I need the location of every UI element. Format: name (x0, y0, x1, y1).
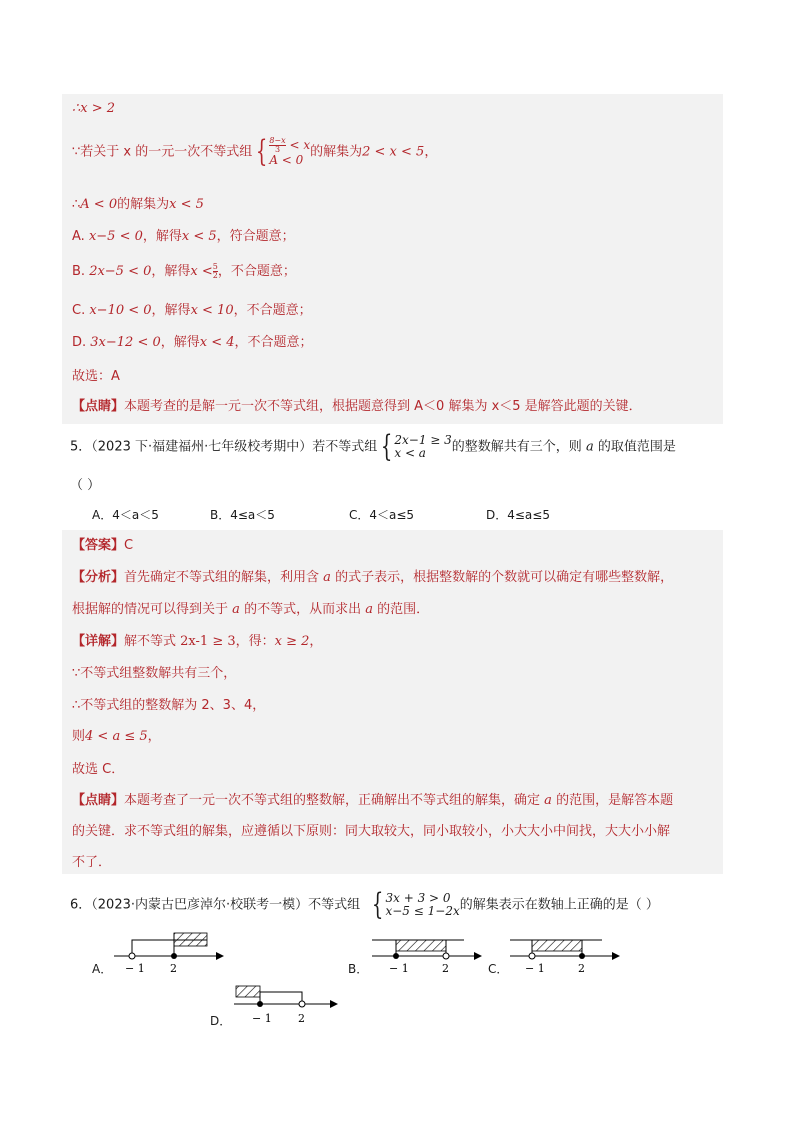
q6-option-b-numberline[interactable] (370, 928, 485, 976)
solution-comment: 【点睛】本题考查的是解一元一次不等式组，根据题意得到 A＜0 解集为 x＜5 是解答此题的关键． (72, 399, 642, 414)
q5-option-b[interactable]: B．4≤a＜5 (210, 508, 275, 522)
q6-option-d-numberline[interactable] (232, 984, 347, 1032)
q5-detail-2: ∵不等式组整数解共有三个， (72, 666, 237, 681)
solution-line-1: ∴x > 2 (72, 101, 116, 116)
q5-detail-5: 故选 C． (72, 762, 125, 777)
solution-option-a: A. x−5 < 0，解得x < 5，符合题意； (72, 229, 295, 244)
q6-option-c-numberline[interactable] (508, 928, 623, 976)
svg-text:− 1: − 1 (252, 1012, 272, 1025)
svg-text:2: 2 (442, 962, 449, 975)
question-6: 6．（2023·内蒙古巴彦淖尔·校联考一模）不等式组 { 3x + 3 > 0 x−5 ≤ 1−2x 的解集表示在数轴上正确的是（ ） (70, 887, 659, 922)
q6-option-c-label[interactable]: C． (488, 962, 509, 976)
svg-text:2: 2 (298, 1012, 305, 1025)
q5-detail-3: ∴不等式组的整数解为 2、3、4， (72, 698, 266, 713)
question-5-paren: （ ） (70, 478, 101, 493)
q5-detail-1: 【详解】解不等式 2x-1 ≥ 3，得：x ≥ 2， (72, 634, 323, 649)
q5-comment-2: 的关键．求不等式组的解集，应遵循以下原则：同大取较大，同小取较小，小大大小中间找，大大小小解 (72, 824, 671, 839)
inequality-system: { $\frac{8-x}{3}$ < x A < 0 (256, 134, 311, 169)
q5-option-c[interactable]: C．4＜a≤5 (349, 508, 415, 522)
solution-option-c: C. x−10 < 0，解得x < 10，不合题意； (72, 303, 312, 318)
q5-comment-3: 不了． (72, 855, 112, 870)
svg-text:− 1: − 1 (525, 962, 545, 975)
q6-option-b-label[interactable]: B． (348, 962, 369, 976)
question-5: 5．（2023 下·福建福州·七年级校考期中）若不等式组 { 2x−1 ≥ 3 x < a 的整数解共有三个，则 a 的取值范围是 (70, 429, 676, 464)
q5-comment-1: 【点睛】本题考查了一元一次不等式组的整数解，正确解出不等式组的解集，确定 a 的范围，是解答本题 (72, 793, 674, 808)
solution-option-d: D. 3x−12 < 0，解得x < 4，不合题意； (72, 335, 313, 350)
svg-text:− 1: − 1 (125, 962, 145, 975)
svg-text:2: 2 (170, 962, 177, 975)
solution-line-2: ∵若关于 x 的一元一次不等式组 { $\frac{8-x}{3}$ < x A < 0 的解集为2 < x < 5， (72, 134, 438, 169)
solution-option-b: B. 2x−5 < 0，解得x < $\frac{5}{2}$ ，不合题意； (72, 262, 296, 280)
solution-line-3: ∴A < 0的解集为x < 5 (72, 197, 204, 212)
q6-option-d-label[interactable]: D． (210, 1014, 232, 1028)
svg-text:− 1: − 1 (389, 962, 409, 975)
q5-answer: 【答案】C (72, 538, 134, 553)
q5-option-a[interactable]: A．4＜a＜5 (92, 508, 159, 522)
q5-analysis-1: 【分析】首先确定不等式组的解集，利用含 a 的式子表示，根据整数解的个数就可以确定有哪些整数解， (72, 570, 674, 585)
q5-detail-4: 则4 < a ≤ 5， (72, 729, 161, 744)
q6-option-a-label[interactable]: A． (92, 962, 113, 976)
q5-option-d[interactable]: D．4≤a≤5 (486, 508, 550, 522)
solution-choose: 故选：A (72, 369, 120, 384)
svg-text:2: 2 (578, 962, 585, 975)
q6-option-a-numberline[interactable] (112, 928, 227, 976)
q5-analysis-2: 根据解的情况可以得到关于 a 的不等式，从而求出 a 的范围． (72, 602, 430, 617)
